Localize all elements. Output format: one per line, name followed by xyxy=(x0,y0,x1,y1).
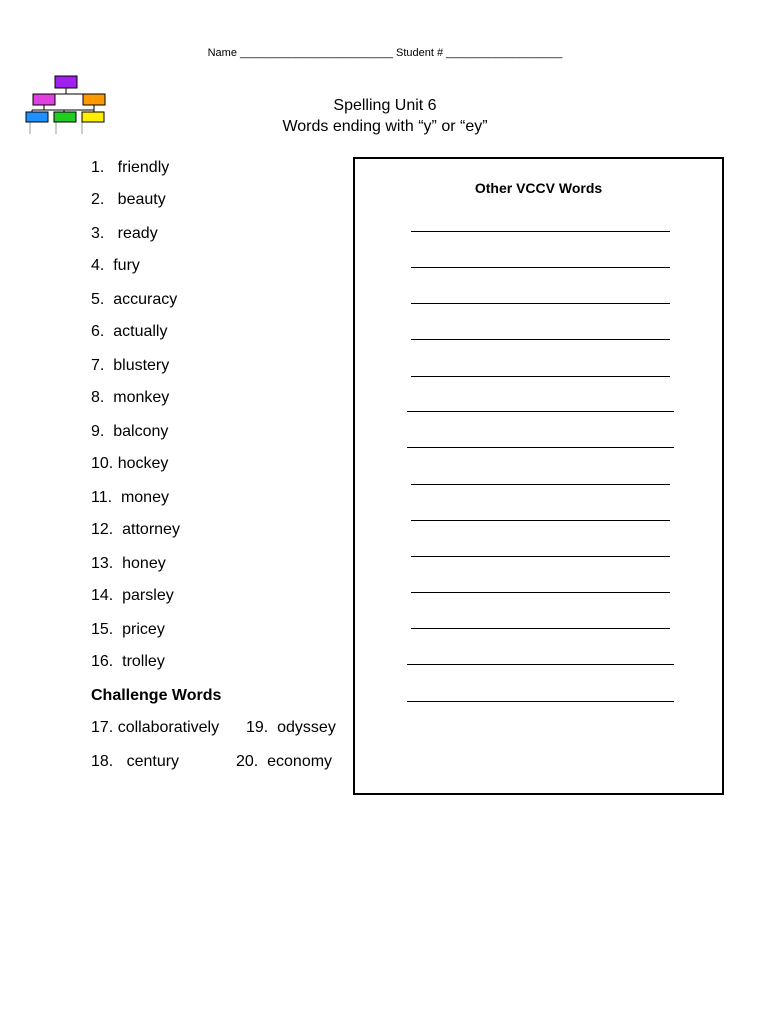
name-student-line: Name _________________________ Student # ___________________ xyxy=(207,47,563,59)
blank-line xyxy=(411,592,670,593)
list-item: 8. monkey xyxy=(91,389,170,406)
list-item: 1. friendly xyxy=(91,159,170,176)
list-item: 15. pricey xyxy=(91,621,165,638)
blank-line xyxy=(407,701,674,702)
blank-line xyxy=(407,447,674,448)
list-item: 16. trolley xyxy=(91,653,165,670)
challenge-word-18: 18. century xyxy=(91,753,180,770)
list-item: 2. beauty xyxy=(91,191,166,208)
blank-line xyxy=(411,484,670,485)
list-item: 6. actually xyxy=(91,323,168,340)
list-item: 4. fury xyxy=(91,257,140,274)
list-item: 14. parsley xyxy=(91,587,174,604)
other-words-title: Other VCCV Words xyxy=(474,180,603,196)
challenge-heading: Challenge Words xyxy=(91,687,222,704)
blank-line xyxy=(411,303,670,304)
blank-line xyxy=(411,556,670,557)
list-item: 3. ready xyxy=(91,225,158,242)
blank-line xyxy=(411,628,670,629)
blank-line xyxy=(411,231,670,232)
challenge-word-19: 19. odyssey xyxy=(246,719,336,736)
list-item: 11. money xyxy=(91,489,169,506)
blank-line xyxy=(411,520,670,521)
list-item: 12. attorney xyxy=(91,521,180,538)
challenge-word-17: 17. collaboratively xyxy=(91,719,220,736)
blank-line xyxy=(411,267,670,268)
blank-line xyxy=(407,664,674,665)
blank-line xyxy=(411,376,670,377)
list-item: 7. blustery xyxy=(91,357,170,374)
challenge-word-20: 20. economy xyxy=(236,753,333,770)
blank-line xyxy=(407,411,674,412)
title-unit: Spelling Unit 6 xyxy=(333,97,437,114)
other-words-box xyxy=(353,157,724,795)
list-item: 5. accuracy xyxy=(91,291,178,308)
title-block xyxy=(0,96,770,138)
blank-line xyxy=(411,339,670,340)
list-item: 13. honey xyxy=(91,555,166,572)
title-subtitle: Words ending with “y” or “ey” xyxy=(282,118,488,135)
list-item: 9. balcony xyxy=(91,423,169,440)
list-item: 10. hockey xyxy=(91,455,169,472)
